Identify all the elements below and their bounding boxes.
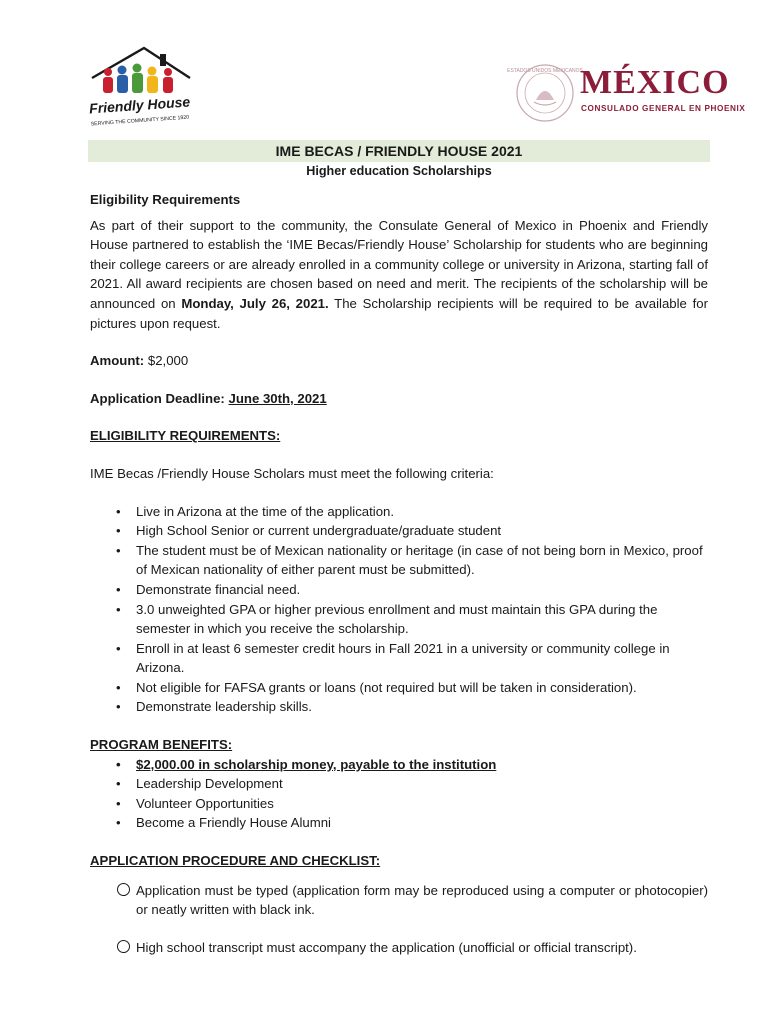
friendly-house-logo-graphic bbox=[86, 40, 194, 130]
benefits-list bbox=[90, 755, 708, 833]
checklist-circle-icon bbox=[117, 883, 130, 896]
list-item: • Enroll in at least 6 semester credit hours in Fall 2021 in a university or community college in Arizona. bbox=[90, 639, 708, 678]
list-item: • 3.0 unweighted GPA or higher previous enrollment and must maintain this GPA during the semester in which you receive the scholarship. bbox=[90, 600, 708, 639]
checklist-item bbox=[90, 881, 708, 920]
requirements-list bbox=[90, 502, 708, 718]
list-item: • Live in Arizona at the time of the application. bbox=[90, 502, 708, 522]
consulate-subtitle: CONSULADO GENERAL EN PHOENIX bbox=[581, 104, 746, 113]
mexico-consulate-logo bbox=[507, 62, 746, 124]
list-item: • Not eligible for FAFSA grants or loans (not required but will be taken in consideration). bbox=[90, 678, 708, 698]
list-item: • Volunteer Opportunities bbox=[90, 794, 708, 814]
amount-label: Amount: bbox=[90, 353, 145, 369]
mexico-seal-text: ESTADOS UNIDOS MEXICANOS bbox=[507, 68, 583, 74]
requirements-heading: ELIGIBILITY REQUIREMENTS: bbox=[90, 428, 281, 444]
mexico-seal-icon bbox=[507, 62, 583, 124]
benefits-heading: PROGRAM BENEFITS: bbox=[90, 737, 233, 753]
list-item: • $2,000.00 in scholarship money, payable to the institution bbox=[90, 755, 708, 775]
deadline-line bbox=[90, 389, 708, 409]
announcement-date: Monday, July 26, 2021. bbox=[181, 295, 329, 311]
friendly-house-logo-name: Friendly House bbox=[88, 93, 191, 117]
requirements-lead: IME Becas /Friendly House Scholars must meet the following criteria: bbox=[90, 465, 494, 481]
eligibility-heading: Eligibility Requirements bbox=[90, 192, 241, 207]
mexico-wordmark: MÉXICO bbox=[580, 64, 730, 101]
document-subtitle: Higher education Scholarships bbox=[306, 164, 492, 178]
amount-line bbox=[90, 351, 708, 371]
list-item: • Leadership Development bbox=[90, 774, 708, 794]
document-title: IME BECAS / FRIENDLY HOUSE 2021 bbox=[88, 140, 710, 162]
amount-value: $2,000 bbox=[147, 353, 189, 369]
intro-paragraph bbox=[90, 216, 708, 334]
document-body bbox=[90, 190, 708, 975]
intro-text-end: The Scholarship recipients will be required to be available for pictures upon request. bbox=[90, 295, 708, 331]
list-item: • Become a Friendly House Alumni bbox=[90, 813, 708, 833]
friendly-house-logo-tagline: SERVING THE COMMUNITY SINCE 1920 bbox=[90, 114, 190, 128]
list-item: • High School Senior or current undergraduate/graduate student bbox=[90, 521, 708, 541]
list-item: • Demonstrate financial need. bbox=[90, 580, 708, 600]
friendly-house-logo bbox=[86, 40, 194, 130]
intro-text: As part of their support to the community, the Consulate General of Mexico in Phoenix and Friendly House partnered to establish the ‘IME Becas/Friendly House’ Scholarship for students who are beginning their college careers or are already enrolled in a community college or university in Arizona, starting fall of 2021. All award recipients are chosen based on need and merit. The recipients of the scholarship will be announced on bbox=[90, 217, 708, 311]
deadline-value: June 30th, 2021 bbox=[228, 390, 327, 406]
list-item: • The student must be of Mexican nationality or heritage (in case of not being born in Mexico, proof of Mexican nationality of either parent must be submitted). bbox=[90, 541, 708, 580]
procedure-checklist bbox=[90, 881, 708, 958]
deadline-label: Application Deadline: bbox=[90, 390, 225, 406]
list-item: • Demonstrate leadership skills. bbox=[90, 697, 708, 717]
checklist-circle-icon bbox=[117, 940, 130, 953]
checklist-item-text: Application must be typed (application form may be reproduced using a computer or photocopier) or neatly written with black ink. bbox=[136, 882, 708, 918]
checklist-item bbox=[90, 938, 708, 958]
checklist-item-text: High school transcript must accompany the application (unofficial or official transcript). bbox=[136, 939, 637, 955]
procedure-heading: APPLICATION PROCEDURE AND CHECKLIST: bbox=[90, 853, 381, 869]
